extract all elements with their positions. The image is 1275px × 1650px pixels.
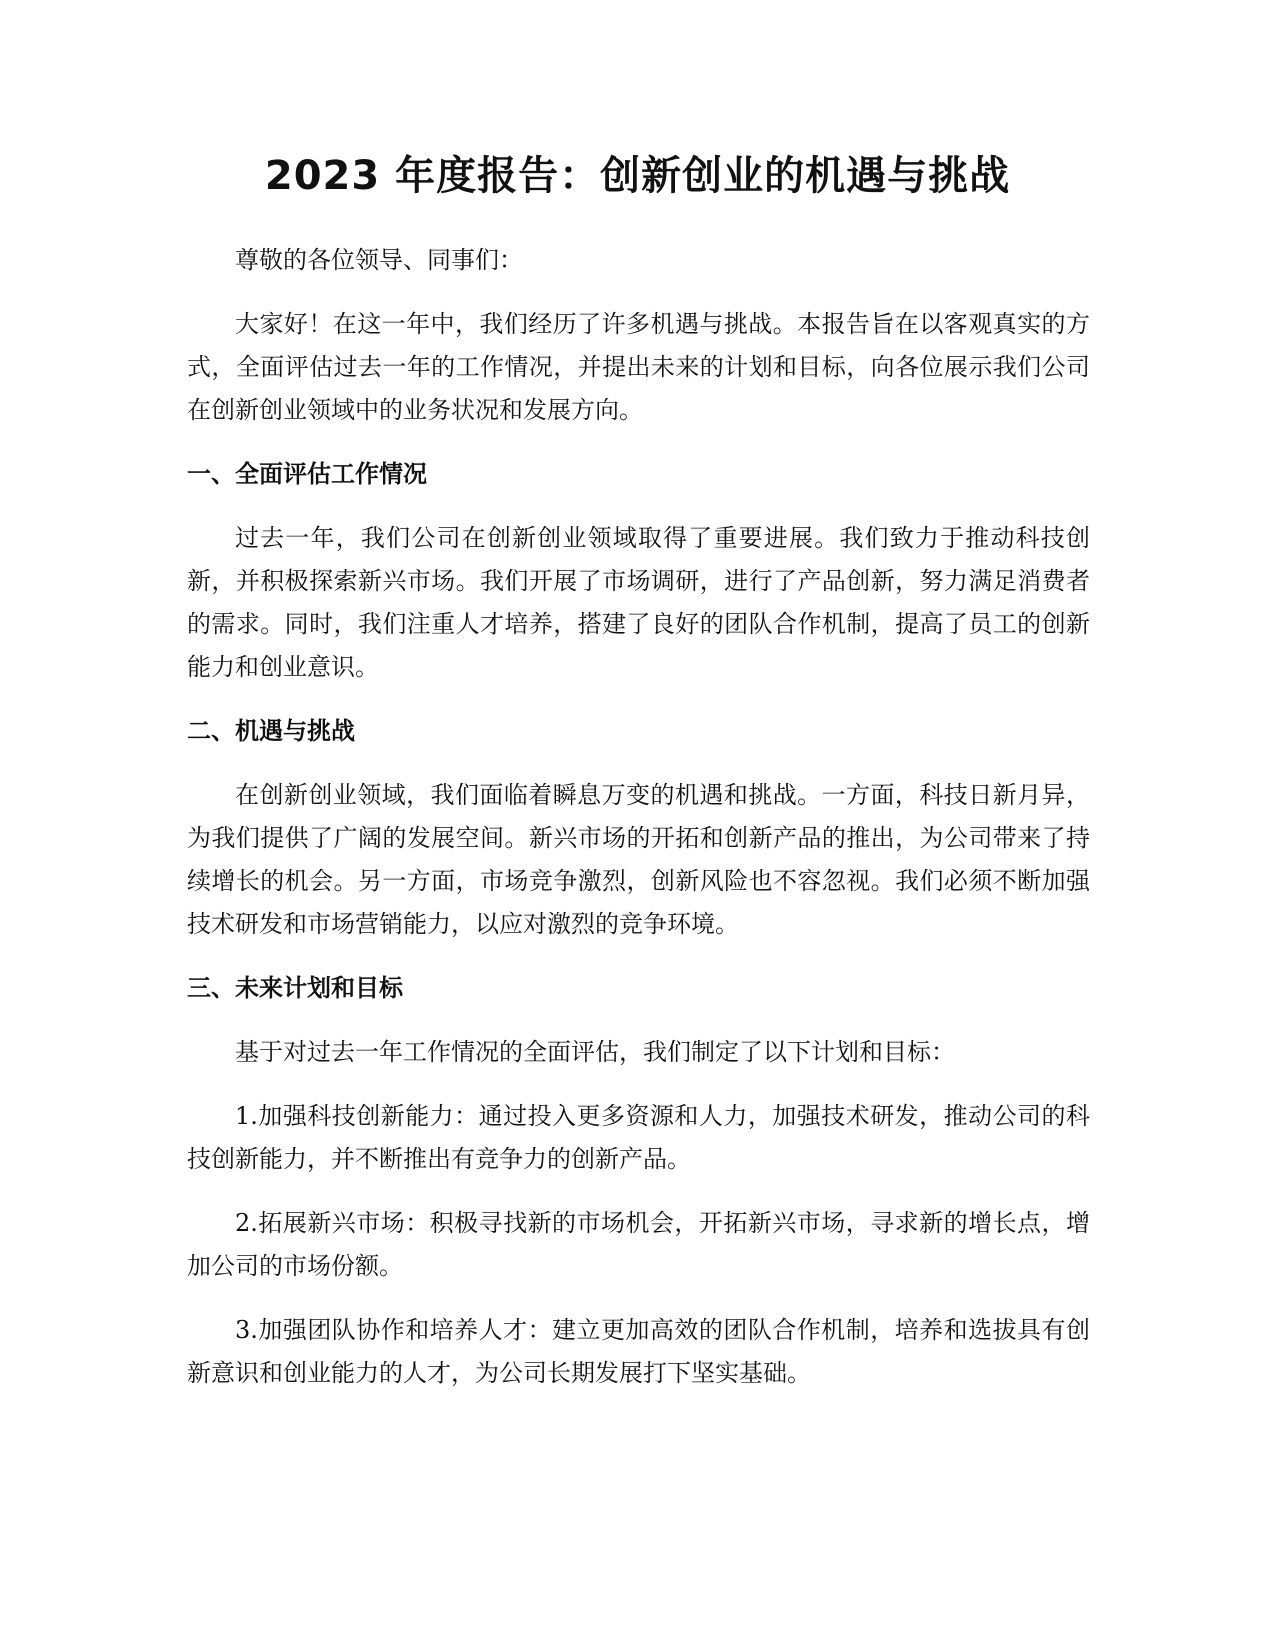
section-paragraph: 在创新创业领域，我们面临着瞬息万变的机遇和挑战。一方面，科技日新月异，为我们提供了广阔的发展空间。新兴市场的开拓和创新产品的推出，为公司带来了持续增长的机会。另一方面，市场竞争激烈，创新风险也不容忽视。我们必须不断加强技术研发和市场营销能力，以应对激烈的竞争环境。 [187, 781, 1090, 938]
document-body [187, 239, 1090, 1416]
plan-item: 2.拓展新兴市场：积极寻找新的市场机会，开拓新兴市场，寻求新的增长点，增加公司的市场份额。 [187, 1209, 1090, 1280]
section-paragraph: 过去一年，我们公司在创新创业领域取得了重要进展。我们致力于推动科技创新，并积极探索新兴市场。我们开展了市场调研，进行了产品创新，努力满足消费者的需求。同时，我们注重人才培养，搭建了良好的团队合作机制，提高了员工的创新能力和创业意识。 [187, 524, 1090, 681]
section-heading: 三、未来计划和目标 [187, 974, 403, 1002]
salutation: 尊敬的各位领导、同事们： [235, 246, 523, 274]
section-heading: 一、全面评估工作情况 [187, 460, 427, 488]
section-paragraph: 基于对过去一年工作情况的全面评估，我们制定了以下计划和目标： [235, 1038, 955, 1066]
document-title: 2023 年度报告：创新创业的机遇与挑战 [264, 153, 1011, 199]
plan-item: 3.加强团队协作和培养人才：建立更加高效的团队合作机制，培养和选拔具有创新意识和创业能力的人才，为公司长期发展打下坚实基础。 [187, 1316, 1090, 1387]
intro-paragraph: 大家好！在这一年中，我们经历了许多机遇与挑战。本报告旨在以客观真实的方式，全面评估过去一年的工作情况，并提出未来的计划和目标，向各位展示我们公司在创新创业领域中的业务状况和发展方向。 [187, 310, 1090, 424]
plan-item: 1.加强科技创新能力：通过投入更多资源和人力，加强技术研发，推动公司的科技创新能力，并不断推出有竞争力的创新产品。 [187, 1102, 1090, 1173]
section-heading: 二、机遇与挑战 [187, 717, 355, 745]
